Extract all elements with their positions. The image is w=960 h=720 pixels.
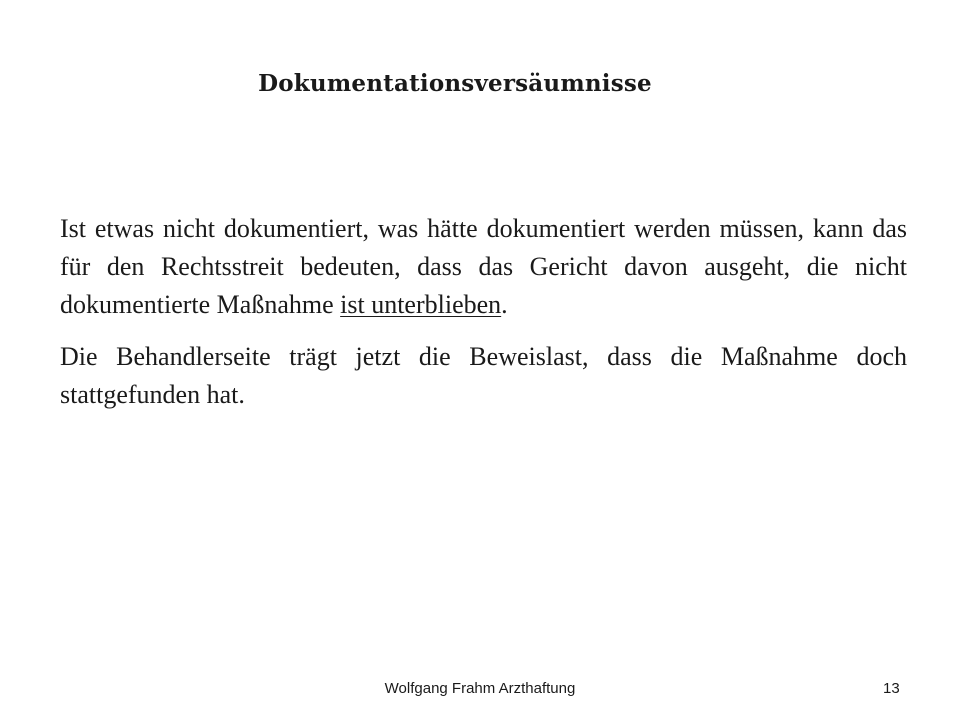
paragraph-documentation-gap	[60, 210, 907, 324]
underlined-phrase: ist unterblieben	[340, 290, 502, 319]
paragraph-1-text: Ist etwas nicht dokumentiert, was hätte dokumentiert werden müssen, kann das für den Rechtsstreit bedeuten, dass das Gericht davon ausgeht, die nicht dokumentierte Maßnahme	[60, 214, 907, 319]
paragraph-1-period: .	[501, 290, 508, 319]
footer-text: Wolfgang Frahm Arzthaftung	[384, 680, 576, 697]
page-number: 13	[883, 680, 900, 697]
paragraph-burden-of-proof: Die Behandlerseite trägt jetzt die Beweislast, dass die Maßnahme doch stattgefunden hat.	[60, 342, 907, 409]
slide-title: Dokumentationsversäumnisse	[258, 70, 652, 97]
slide-body	[60, 210, 907, 428]
